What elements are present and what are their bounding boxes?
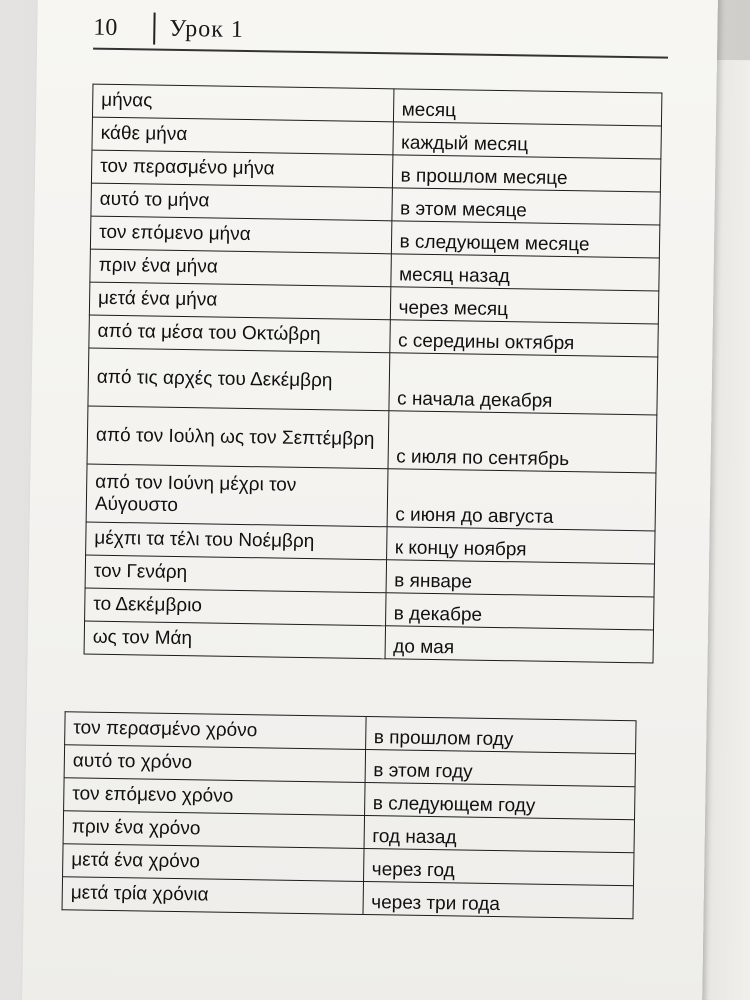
months-vocabulary-table: [84, 84, 663, 664]
table-row: [87, 406, 657, 473]
russian-translation: в декабре: [385, 593, 654, 630]
russian-translation: в прошлом месяце: [392, 155, 661, 192]
russian-translation: через три года: [363, 881, 634, 918]
greek-phrase: τον επόμενο μήνα: [90, 216, 391, 254]
table-row: [88, 348, 658, 415]
page-number: 10: [93, 14, 118, 41]
russian-translation: год назад: [364, 815, 635, 852]
greek-phrase: πριν ένα μήνα: [90, 249, 391, 287]
book-page: [22, 0, 718, 1000]
greek-phrase: μήνας: [92, 84, 393, 122]
greek-phrase: αυτό το χρόνο: [64, 745, 365, 783]
greek-phrase: κάθε μήνα: [92, 117, 393, 155]
header-divider: [153, 13, 156, 45]
page-header: [93, 12, 244, 46]
greek-phrase: από τις αρχές του Δεκέμβρη: [88, 348, 389, 411]
table-row: [86, 464, 656, 531]
greek-phrase: αυτό το μήνα: [91, 183, 392, 221]
russian-translation: с начала декабря: [388, 353, 657, 415]
russian-translation: с июня до августа: [387, 469, 656, 531]
greek-phrase: τον Γενάρη: [85, 555, 386, 593]
greek-phrase: τον επόμενο χρόνο: [64, 778, 365, 816]
greek-phrase: από τον Ιούνη μέχρι τον Αύγουστο: [86, 464, 387, 527]
russian-translation: до мая: [385, 626, 654, 663]
greek-phrase: από τα μέσα του Οκτώβρη: [89, 315, 390, 353]
greek-phrase: μετά ένα μήνα: [89, 282, 390, 320]
russian-translation: через месяц: [390, 287, 659, 324]
russian-translation: к концу ноября: [386, 527, 655, 564]
russian-translation: в следующем месяце: [391, 221, 660, 258]
russian-translation: в следующем году: [364, 782, 635, 819]
russian-translation: с июля по сентябрь: [388, 411, 657, 473]
greek-phrase: τον περασμένο μήνα: [91, 150, 392, 188]
greek-phrase: πριν ένα χρόνο: [63, 811, 364, 849]
greek-phrase: τον περασμένο χρόνο: [65, 712, 366, 750]
russian-translation: в январе: [386, 560, 655, 597]
russian-translation: с середины октября: [389, 320, 658, 357]
russian-translation: в этом году: [365, 749, 636, 786]
header-rule: [93, 48, 668, 59]
greek-phrase: μέχπι τα τέλι του Νοέμβρη: [86, 522, 387, 560]
greek-phrase: το Δεκέμβριο: [85, 588, 386, 626]
greek-phrase: μετά ένα χρόνο: [63, 844, 364, 882]
years-vocabulary-table: [62, 711, 637, 919]
russian-translation: в этом месяце: [391, 188, 660, 225]
russian-translation: месяц: [393, 89, 662, 126]
russian-translation: каждый месяц: [392, 122, 661, 159]
greek-phrase: από τον Ιούλη ως τον Σεπτέμβρη: [87, 406, 388, 469]
russian-translation: месяц назад: [390, 254, 659, 291]
russian-translation: через год: [363, 848, 634, 885]
greek-phrase: ως τον Μάη: [84, 621, 385, 659]
lesson-title: Урок 1: [169, 15, 245, 43]
russian-translation: в прошлом году: [365, 716, 636, 753]
greek-phrase: μετά τρία χρόνια: [62, 877, 363, 915]
